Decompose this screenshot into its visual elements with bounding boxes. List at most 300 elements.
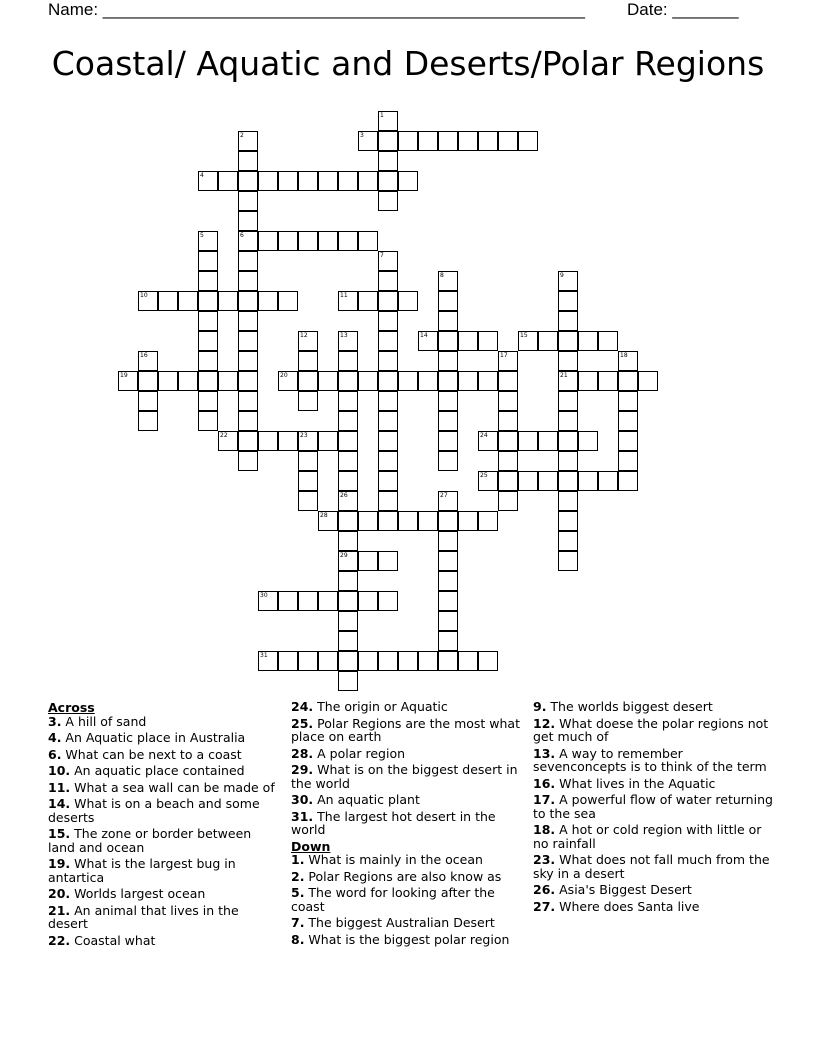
grid-cell[interactable] bbox=[438, 531, 458, 551]
grid-cell[interactable] bbox=[558, 551, 578, 571]
grid-cell[interactable] bbox=[558, 411, 578, 431]
clues-column-2 bbox=[291, 700, 523, 949]
across-clue bbox=[48, 887, 280, 901]
clue-number: 14 bbox=[420, 332, 428, 339]
clue-number: 15 bbox=[520, 332, 528, 339]
grid-cell[interactable] bbox=[298, 451, 318, 471]
clue-number-label: 27. bbox=[533, 898, 556, 914]
down-clue bbox=[533, 700, 773, 714]
grid-cell[interactable] bbox=[598, 331, 618, 351]
clue-number: 13 bbox=[340, 332, 348, 339]
grid-cell[interactable] bbox=[338, 231, 358, 251]
grid-cell[interactable] bbox=[378, 471, 398, 491]
grid-cell[interactable] bbox=[278, 651, 298, 671]
grid-cell[interactable] bbox=[318, 231, 338, 251]
clue-number-label: 5. bbox=[291, 885, 305, 900]
clue-number-label: 10. bbox=[48, 763, 71, 778]
grid-cell[interactable] bbox=[518, 431, 538, 451]
grid-cell[interactable] bbox=[138, 351, 158, 371]
clue-text: The word for looking after the coast bbox=[291, 885, 495, 914]
down-clue bbox=[533, 747, 773, 774]
grid-cell[interactable] bbox=[378, 191, 398, 211]
grid-cell[interactable] bbox=[438, 491, 458, 511]
clue-number-label: 6. bbox=[48, 746, 62, 762]
grid-cell[interactable] bbox=[298, 651, 318, 671]
grid-cell[interactable] bbox=[278, 231, 298, 251]
grid-cell[interactable] bbox=[238, 171, 258, 191]
grid-cell[interactable] bbox=[198, 171, 218, 191]
clue-number-label: 18. bbox=[533, 822, 556, 837]
grid-cell[interactable] bbox=[498, 391, 518, 411]
grid-cell[interactable] bbox=[198, 291, 218, 311]
grid-cell[interactable] bbox=[478, 471, 498, 491]
across-clue bbox=[48, 797, 280, 824]
grid-cell[interactable] bbox=[378, 111, 398, 131]
across-clue bbox=[291, 810, 523, 837]
grid-cell[interactable] bbox=[278, 291, 298, 311]
grid-cell[interactable] bbox=[198, 251, 218, 271]
grid-cell[interactable] bbox=[238, 191, 258, 211]
grid-cell[interactable] bbox=[418, 371, 438, 391]
grid-cell[interactable] bbox=[198, 231, 218, 251]
grid-cell[interactable] bbox=[578, 331, 598, 351]
grid-cell[interactable] bbox=[198, 371, 218, 391]
grid-cell[interactable] bbox=[278, 431, 298, 451]
grid-cell[interactable] bbox=[558, 331, 578, 351]
across-clue bbox=[48, 781, 280, 795]
grid-cell[interactable] bbox=[378, 351, 398, 371]
grid-cell[interactable] bbox=[418, 651, 438, 671]
clue-number: 7 bbox=[380, 252, 384, 259]
down-clue bbox=[533, 793, 773, 820]
clue-number-label: 19. bbox=[48, 856, 71, 871]
grid-cell[interactable] bbox=[358, 131, 378, 151]
grid-cell[interactable] bbox=[558, 291, 578, 311]
grid-cell[interactable] bbox=[318, 591, 338, 611]
grid-cell[interactable] bbox=[238, 411, 258, 431]
grid-cell[interactable] bbox=[258, 291, 278, 311]
down-clue bbox=[533, 717, 773, 744]
grid-cell[interactable] bbox=[518, 131, 538, 151]
grid-cell[interactable] bbox=[498, 491, 518, 511]
grid-cell[interactable] bbox=[498, 431, 518, 451]
grid-cell[interactable] bbox=[498, 411, 518, 431]
across-clue bbox=[48, 715, 280, 729]
down-clue bbox=[533, 853, 773, 880]
grid-cell[interactable] bbox=[258, 431, 278, 451]
grid-cell[interactable] bbox=[438, 291, 458, 311]
down-clue bbox=[533, 777, 773, 791]
grid-cell[interactable] bbox=[298, 471, 318, 491]
grid-cell[interactable] bbox=[338, 591, 358, 611]
grid-cell[interactable] bbox=[618, 471, 638, 491]
grid-cell[interactable] bbox=[198, 351, 218, 371]
clue-number-label: 7. bbox=[291, 915, 305, 930]
grid-cell[interactable] bbox=[478, 511, 498, 531]
clue-text: What does not fall much from the sky in a desert bbox=[533, 852, 770, 881]
grid-cell[interactable] bbox=[378, 371, 398, 391]
grid-cell[interactable] bbox=[258, 591, 278, 611]
grid-cell[interactable] bbox=[338, 471, 358, 491]
grid-cell[interactable] bbox=[238, 251, 258, 271]
grid-cell[interactable] bbox=[358, 651, 378, 671]
grid-cell[interactable] bbox=[438, 271, 458, 291]
grid-cell[interactable] bbox=[378, 651, 398, 671]
clue-number-label: 8. bbox=[291, 931, 305, 947]
grid-cell[interactable] bbox=[238, 131, 258, 151]
grid-cell[interactable] bbox=[398, 511, 418, 531]
grid-cell[interactable] bbox=[558, 371, 578, 391]
clue-text: An Aquatic place in Australia bbox=[61, 730, 246, 745]
grid-cell[interactable] bbox=[298, 371, 318, 391]
grid-cell[interactable] bbox=[438, 351, 458, 371]
clue-text: What is mainly in the ocean bbox=[304, 852, 483, 867]
grid-cell[interactable] bbox=[598, 471, 618, 491]
grid-cell[interactable] bbox=[438, 331, 458, 351]
across-clue bbox=[291, 793, 523, 807]
grid-cell[interactable] bbox=[378, 451, 398, 471]
grid-cell[interactable] bbox=[358, 291, 378, 311]
grid-cell[interactable] bbox=[198, 311, 218, 331]
clue-text: Worlds largest ocean bbox=[70, 886, 206, 901]
grid-cell[interactable] bbox=[458, 371, 478, 391]
grid-cell[interactable] bbox=[318, 431, 338, 451]
grid-cell[interactable] bbox=[238, 331, 258, 351]
clue-text: An aquatic place contained bbox=[70, 763, 245, 778]
grid-cell[interactable] bbox=[498, 371, 518, 391]
grid-cell[interactable] bbox=[358, 551, 378, 571]
grid-cell[interactable] bbox=[298, 231, 318, 251]
grid-cell[interactable] bbox=[378, 151, 398, 171]
across-clue bbox=[48, 904, 280, 931]
grid-cell[interactable] bbox=[538, 331, 558, 351]
grid-cell[interactable] bbox=[418, 331, 438, 351]
clue-text: Coastal what bbox=[70, 932, 156, 948]
grid-cell[interactable] bbox=[238, 211, 258, 231]
grid-cell[interactable] bbox=[238, 311, 258, 331]
grid-cell[interactable] bbox=[378, 291, 398, 311]
grid-cell[interactable] bbox=[578, 471, 598, 491]
grid-cell[interactable] bbox=[558, 511, 578, 531]
grid-cell[interactable] bbox=[478, 431, 498, 451]
down-clue bbox=[533, 823, 773, 850]
grid-cell[interactable] bbox=[558, 351, 578, 371]
grid-cell[interactable] bbox=[618, 451, 638, 471]
clue-number-label: 4. bbox=[48, 730, 62, 745]
clue-text: The biggest Australian Desert bbox=[304, 915, 495, 930]
grid-cell[interactable] bbox=[458, 131, 478, 151]
grid-cell[interactable] bbox=[238, 391, 258, 411]
grid-cell[interactable] bbox=[618, 351, 638, 371]
grid-cell[interactable] bbox=[138, 391, 158, 411]
grid-cell[interactable] bbox=[398, 171, 418, 191]
grid-cell[interactable] bbox=[518, 331, 538, 351]
grid-cell[interactable] bbox=[238, 371, 258, 391]
grid-cell[interactable] bbox=[558, 531, 578, 551]
clue-text: Polar Regions are the most what place on earth bbox=[291, 715, 520, 744]
grid-cell[interactable] bbox=[438, 651, 458, 671]
grid-cell[interactable] bbox=[338, 451, 358, 471]
grid-cell[interactable] bbox=[498, 351, 518, 371]
grid-cell[interactable] bbox=[358, 591, 378, 611]
grid-cell[interactable] bbox=[378, 591, 398, 611]
clue-number-label: 23. bbox=[533, 852, 556, 867]
grid-cell[interactable] bbox=[298, 391, 318, 411]
grid-cell[interactable] bbox=[618, 391, 638, 411]
grid-cell[interactable] bbox=[398, 651, 418, 671]
clue-number: 17 bbox=[500, 352, 508, 359]
grid-cell[interactable] bbox=[398, 131, 418, 151]
grid-cell[interactable] bbox=[418, 131, 438, 151]
grid-cell[interactable] bbox=[378, 251, 398, 271]
grid-cell[interactable] bbox=[498, 471, 518, 491]
grid-cell[interactable] bbox=[378, 491, 398, 511]
clue-number-label: 30. bbox=[291, 792, 314, 807]
clue-text: The worlds biggest desert bbox=[546, 699, 713, 714]
clue-number-label: 16. bbox=[533, 775, 556, 791]
grid-cell[interactable] bbox=[558, 431, 578, 451]
grid-cell[interactable] bbox=[298, 331, 318, 351]
grid-cell[interactable] bbox=[538, 471, 558, 491]
grid-cell[interactable] bbox=[358, 511, 378, 531]
clue-text: What lives in the Aquatic bbox=[555, 775, 716, 791]
grid-cell[interactable] bbox=[438, 371, 458, 391]
grid-cell[interactable] bbox=[378, 311, 398, 331]
grid-cell[interactable] bbox=[478, 331, 498, 351]
grid-cell[interactable] bbox=[438, 451, 458, 471]
grid-cell[interactable] bbox=[438, 511, 458, 531]
grid-cell[interactable] bbox=[338, 391, 358, 411]
clue-number: 9 bbox=[560, 272, 564, 279]
clue-number: 26 bbox=[340, 492, 348, 499]
grid-cell[interactable] bbox=[338, 571, 358, 591]
clue-text: What is on the biggest desert in the world bbox=[291, 762, 518, 791]
grid-cell[interactable] bbox=[338, 671, 358, 691]
clue-number: 31 bbox=[260, 652, 268, 659]
grid-cell[interactable] bbox=[258, 231, 278, 251]
grid-cell[interactable] bbox=[538, 431, 558, 451]
clue-text: Where does Santa live bbox=[555, 898, 700, 914]
grid-cell[interactable] bbox=[258, 171, 278, 191]
grid-cell[interactable] bbox=[518, 471, 538, 491]
grid-cell[interactable] bbox=[438, 311, 458, 331]
grid-cell[interactable] bbox=[278, 371, 298, 391]
clue-text: An aquatic plant bbox=[313, 792, 420, 807]
grid-cell[interactable] bbox=[198, 271, 218, 291]
grid-cell[interactable] bbox=[158, 371, 178, 391]
grid-cell[interactable] bbox=[338, 411, 358, 431]
down-clue bbox=[291, 916, 523, 930]
clue-number: 19 bbox=[120, 372, 128, 379]
clue-number: 5 bbox=[200, 232, 204, 239]
grid-cell[interactable] bbox=[378, 331, 398, 351]
grid-cell[interactable] bbox=[238, 231, 258, 251]
grid-cell[interactable] bbox=[378, 271, 398, 291]
clue-number: 6 bbox=[240, 232, 244, 239]
grid-cell[interactable] bbox=[198, 331, 218, 351]
grid-cell[interactable] bbox=[298, 591, 318, 611]
grid-cell[interactable] bbox=[298, 491, 318, 511]
clue-number: 27 bbox=[440, 492, 448, 499]
clue-number: 11 bbox=[340, 292, 348, 299]
clue-number-label: 31. bbox=[291, 808, 314, 824]
grid-cell[interactable] bbox=[418, 511, 438, 531]
grid-cell[interactable] bbox=[478, 131, 498, 151]
grid-cell[interactable] bbox=[198, 411, 218, 431]
across-clue bbox=[48, 827, 280, 854]
clue-number: 12 bbox=[300, 332, 308, 339]
grid-cell[interactable] bbox=[298, 351, 318, 371]
grid-cell[interactable] bbox=[298, 171, 318, 191]
grid-cell[interactable] bbox=[338, 371, 358, 391]
grid-cell[interactable] bbox=[558, 451, 578, 471]
grid-cell[interactable] bbox=[258, 651, 278, 671]
clue-text: A way to remember sevenconcepts is to think of the term bbox=[533, 745, 767, 774]
grid-cell[interactable] bbox=[378, 171, 398, 191]
grid-cell[interactable] bbox=[398, 291, 418, 311]
down-heading: Down bbox=[291, 838, 331, 854]
clue-number-label: 20. bbox=[48, 886, 71, 901]
clue-text: What doese the polar regions not get much of bbox=[533, 715, 769, 744]
down-clue bbox=[291, 886, 523, 913]
grid-cell[interactable] bbox=[238, 451, 258, 471]
clues-column-1 bbox=[48, 700, 280, 950]
grid-cell[interactable] bbox=[338, 631, 358, 651]
clue-text: The origin or Aquatic bbox=[313, 699, 448, 714]
grid-cell[interactable] bbox=[558, 491, 578, 511]
grid-cell[interactable] bbox=[438, 411, 458, 431]
grid-cell[interactable] bbox=[438, 611, 458, 631]
grid-cell[interactable] bbox=[378, 391, 398, 411]
grid-cell[interactable] bbox=[498, 451, 518, 471]
grid-cell[interactable] bbox=[358, 231, 378, 251]
clue-text: What a sea wall can be made of bbox=[70, 779, 275, 795]
clue-number: 23 bbox=[300, 432, 308, 439]
grid-cell[interactable] bbox=[558, 311, 578, 331]
grid-cell[interactable] bbox=[138, 411, 158, 431]
grid-cell[interactable] bbox=[458, 331, 478, 351]
clue-number: 30 bbox=[260, 592, 268, 599]
grid-cell[interactable] bbox=[138, 371, 158, 391]
grid-cell[interactable] bbox=[218, 431, 238, 451]
grid-cell[interactable] bbox=[478, 371, 498, 391]
grid-cell[interactable] bbox=[558, 391, 578, 411]
grid-cell[interactable] bbox=[438, 591, 458, 611]
grid-cell[interactable] bbox=[598, 371, 618, 391]
grid-cell[interactable] bbox=[238, 151, 258, 171]
grid-cell[interactable] bbox=[238, 271, 258, 291]
grid-cell[interactable] bbox=[118, 371, 138, 391]
grid-cell[interactable] bbox=[578, 431, 598, 451]
grid-cell[interactable] bbox=[498, 131, 518, 151]
grid-cell[interactable] bbox=[438, 391, 458, 411]
grid-cell[interactable] bbox=[218, 291, 238, 311]
grid-cell[interactable] bbox=[338, 351, 358, 371]
grid-cell[interactable] bbox=[278, 171, 298, 191]
grid-cell[interactable] bbox=[138, 291, 158, 311]
grid-cell[interactable] bbox=[378, 131, 398, 151]
grid-cell[interactable] bbox=[358, 371, 378, 391]
grid-cell[interactable] bbox=[558, 471, 578, 491]
grid-cell[interactable] bbox=[178, 371, 198, 391]
clue-number: 1 bbox=[380, 112, 384, 119]
grid-cell[interactable] bbox=[218, 371, 238, 391]
clue-number: 28 bbox=[320, 512, 328, 519]
grid-cell[interactable] bbox=[478, 651, 498, 671]
clue-number: 16 bbox=[140, 352, 148, 359]
down-clue bbox=[533, 883, 773, 897]
grid-cell[interactable] bbox=[338, 291, 358, 311]
grid-cell[interactable] bbox=[338, 551, 358, 571]
grid-cell[interactable] bbox=[378, 551, 398, 571]
grid-cell[interactable] bbox=[558, 271, 578, 291]
grid-cell[interactable] bbox=[298, 431, 318, 451]
grid-cell[interactable] bbox=[318, 371, 338, 391]
grid-cell[interactable] bbox=[338, 651, 358, 671]
clue-number-label: 28. bbox=[291, 745, 314, 761]
grid-cell[interactable] bbox=[438, 631, 458, 651]
grid-cell[interactable] bbox=[278, 591, 298, 611]
across-clue bbox=[291, 700, 523, 714]
grid-cell[interactable] bbox=[178, 291, 198, 311]
grid-cell[interactable] bbox=[198, 391, 218, 411]
grid-cell[interactable] bbox=[338, 491, 358, 511]
grid-cell[interactable] bbox=[578, 371, 598, 391]
grid-cell[interactable] bbox=[458, 651, 478, 671]
grid-cell[interactable] bbox=[318, 651, 338, 671]
grid-cell[interactable] bbox=[618, 431, 638, 451]
clue-number: 8 bbox=[440, 272, 444, 279]
clue-text: The zone or border between land and ocean bbox=[48, 826, 252, 855]
grid-cell[interactable] bbox=[338, 531, 358, 551]
date-field: Date: _______ bbox=[627, 0, 739, 19]
grid-cell[interactable] bbox=[338, 511, 358, 531]
grid-cell[interactable] bbox=[618, 371, 638, 391]
grid-cell[interactable] bbox=[338, 171, 358, 191]
grid-cell[interactable] bbox=[318, 511, 338, 531]
grid-cell[interactable] bbox=[438, 571, 458, 591]
grid-cell[interactable] bbox=[378, 411, 398, 431]
grid-cell[interactable] bbox=[438, 431, 458, 451]
grid-cell[interactable] bbox=[318, 171, 338, 191]
grid-cell[interactable] bbox=[238, 291, 258, 311]
grid-cell[interactable] bbox=[358, 171, 378, 191]
grid-cell[interactable] bbox=[238, 431, 258, 451]
across-clue bbox=[48, 857, 280, 884]
grid-cell[interactable] bbox=[158, 291, 178, 311]
grid-cell[interactable] bbox=[458, 511, 478, 531]
grid-cell[interactable] bbox=[238, 351, 258, 371]
grid-cell[interactable] bbox=[378, 511, 398, 531]
grid-cell[interactable] bbox=[438, 551, 458, 571]
grid-cell[interactable] bbox=[618, 411, 638, 431]
clue-number-label: 25. bbox=[291, 715, 314, 731]
grid-cell[interactable] bbox=[338, 331, 358, 351]
clue-number: 22 bbox=[220, 432, 228, 439]
clue-number: 18 bbox=[620, 352, 628, 359]
clue-text: A polar region bbox=[313, 745, 406, 761]
grid-cell[interactable] bbox=[378, 431, 398, 451]
grid-cell[interactable] bbox=[218, 171, 238, 191]
clue-text: Asia's Biggest Desert bbox=[555, 882, 692, 897]
grid-cell[interactable] bbox=[438, 131, 458, 151]
grid-cell[interactable] bbox=[398, 371, 418, 391]
clue-number-label: 11. bbox=[48, 779, 71, 795]
grid-cell[interactable] bbox=[638, 371, 658, 391]
across-clue bbox=[291, 717, 523, 744]
grid-cell[interactable] bbox=[338, 611, 358, 631]
grid-cell[interactable] bbox=[338, 431, 358, 451]
